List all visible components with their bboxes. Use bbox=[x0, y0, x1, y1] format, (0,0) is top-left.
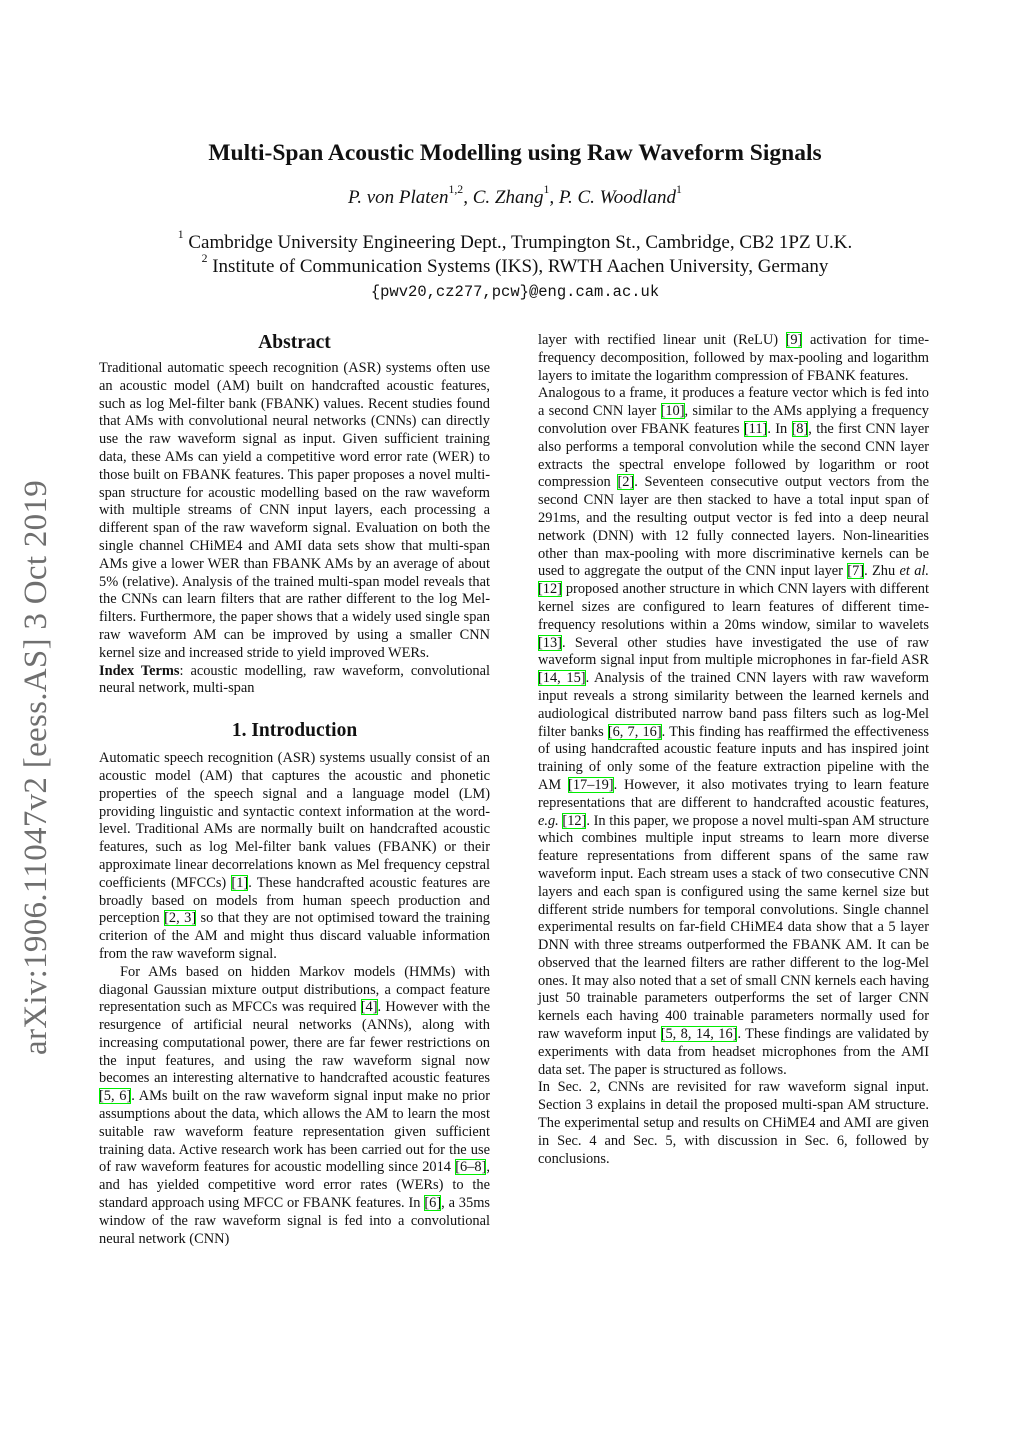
italic-text: et al. bbox=[899, 563, 929, 580]
text-run: . However, it also motivates trying to learn feature representations that are different to handcrafted acoustic features, bbox=[538, 776, 929, 811]
text-run: . Several other studies have investigated the use of raw waveform signal input from multiple microphones in far-field ASR bbox=[538, 634, 929, 669]
citation-link[interactable]: [8] bbox=[791, 420, 809, 437]
right-column bbox=[538, 332, 929, 1168]
citation-link[interactable]: [4] bbox=[360, 999, 378, 1016]
citation-link[interactable]: [1] bbox=[231, 874, 249, 891]
index-terms bbox=[99, 663, 490, 699]
text-run: , and has yielded competitive word error rates (WERs) to the standard approach using MFCC or FBANK features. In bbox=[99, 1159, 490, 1212]
index-terms-list: : acoustic modelling, raw waveform, convolutional neural network, multi-span bbox=[99, 662, 490, 697]
citation-link[interactable]: [10] bbox=[660, 403, 685, 420]
citation-link[interactable]: [7] bbox=[847, 563, 865, 580]
text-run: . AMs built on the raw waveform signal input make no prior assumptions about the data, which allows the AM to learn the most suitable raw waveform feature representation given sufficient training data. Active research work has been carried out for the use of raw waveform features for acoustic modelling since 2014 bbox=[99, 1088, 490, 1176]
author-affiliation-mark: 1 bbox=[543, 182, 550, 196]
paper-title: Multi-Span Acoustic Modelling using Raw Waveform Signals bbox=[208, 140, 822, 166]
text-run: . This finding has reaffirmed the effectiveness of using handcrafted acoustic feature inputs and has inspired joint training of only some of the feature extraction pipeline with the AM bbox=[538, 723, 929, 793]
affiliation-1 bbox=[100, 227, 930, 254]
italic-text: e.g. bbox=[538, 812, 559, 829]
text-run: proposed another structure in which CNN layers with different kernel sizes are configured to learn features of different time-frequency resolutions within a 20ms window, similar to wavelets bbox=[538, 581, 929, 633]
text-run: . Seventeen consecutive output vectors from the second CNN layer are then stacked to have a total input span of 291ms, and the resulting output vector is fed into a deep neural network (DNN) with 12 fully connected layers. Non-linearities other than max-pooling with more discriminative kernels can be used to aggregate the output of the CNN input layer bbox=[538, 474, 929, 580]
text-run: activation for time-frequency decomposition, followed by max-pooling and logarithm layers to imitate the logarithm compression of FBANK features. bbox=[538, 332, 929, 384]
arxiv-identifier: arXiv:1906.11047v2 [eess.AS] 3 Oct 2019 bbox=[18, 479, 54, 1055]
text-run: . Zhu bbox=[864, 563, 900, 580]
text-run: so that they are not optimised toward the training criterion of the AM and might thus discard valuable information from the raw waveform signal. bbox=[99, 910, 490, 962]
citation-link[interactable]: [12] bbox=[538, 581, 562, 598]
citation-link[interactable]: [9] bbox=[785, 332, 803, 348]
author-list bbox=[100, 182, 930, 209]
author-emails: {pwv20,cz277,pcw}@eng.cam.ac.uk bbox=[370, 283, 660, 301]
author-affiliation-mark: 1 bbox=[676, 182, 682, 196]
citation-link[interactable]: [14, 15] bbox=[538, 670, 586, 687]
abstract-body: Traditional automatic speech recognition (ASR) systems often use an acoustic model (AM) built on handcrafted acoustic features, such as log Mel-filter bank (FBANK) values. Recent studies found that AMs with convolutional neural networks (CNNs) can directly use the raw waveform signal as input. Given sufficient training data, these AMs can yield a competitive word error rate (WER) to those built on FBANK features. This paper proposes a novel multi-span structure for acoustic modelling based on the raw waveform with multiple streams of CNN input layers, each processing a different span of the raw waveform signal. Evaluation on both the single channel CHiME4 and AMI data sets show that multi-span AMs give a lower WER than FBANK AMs by an average of about 5% (relative). Analysis of the trained multi-span model reveals that the CNNs can learn filters that are rather different to the log Mel-filters. Furthermore, the paper shows that a widely used single span raw waveform AM can be improved by using a smaller CNN kernel size and increased stride to yield improved WERs. bbox=[99, 360, 490, 661]
text-run: . In bbox=[767, 420, 792, 437]
index-terms-label: Index Terms bbox=[99, 662, 180, 679]
author-name: P. von Platen bbox=[348, 187, 449, 208]
citation-link[interactable]: [2] bbox=[617, 474, 635, 491]
text-run: , similar to the AMs applying a frequency convolution over FBANK features bbox=[538, 403, 929, 437]
citation-link[interactable]: [5, 6] bbox=[99, 1088, 132, 1105]
introduction-heading: 1. Introduction bbox=[231, 720, 358, 742]
affiliation-text: Institute of Communication Systems (IKS), RWTH Aachen University, Germany bbox=[207, 256, 829, 277]
affiliation-text: Cambridge University Engineering Dept., Trumpington St., Cambridge, CB2 1PZ U.K. bbox=[183, 232, 853, 253]
citation-link[interactable]: [12] bbox=[562, 812, 587, 829]
abstract-heading: Abstract bbox=[258, 332, 331, 353]
citation-link[interactable]: [11] bbox=[743, 420, 768, 437]
text-run: , the first CNN layer also performs a temporal convolution while the second CNN layer extracts the spectral envelope followed by logarithm or root compression bbox=[538, 420, 930, 491]
citation-link[interactable]: [6, 7, 16] bbox=[607, 723, 662, 740]
intro-paragraph-2-continued bbox=[538, 332, 929, 385]
citation-link[interactable]: [5, 8, 14, 16] bbox=[660, 1026, 738, 1043]
citation-link[interactable]: [13] bbox=[538, 634, 562, 651]
left-column bbox=[99, 332, 490, 1248]
citation-link[interactable]: [6–8] bbox=[455, 1159, 487, 1176]
author-name: C. Zhang bbox=[472, 187, 544, 208]
affiliation-number: 1 bbox=[177, 227, 184, 241]
intro-paragraph-1 bbox=[99, 750, 490, 964]
text-run: , a 35ms window of the raw waveform signal is fed into a convolutional neural network (CNN) bbox=[99, 1195, 490, 1247]
citation-link[interactable]: [2, 3] bbox=[164, 910, 197, 927]
author-name: P. C. Woodland bbox=[558, 187, 677, 208]
intro-paragraph-3 bbox=[538, 385, 929, 1079]
author-separator: , bbox=[549, 187, 559, 208]
text-run: Automatic speech recognition (ASR) systems usually consist of an acoustic model (AM) that captures the acoustic and phonetic properties of the speech signal and a language model (LM) providing linguistic and syntactic context information at the word-level. Traditional AMs are normally built on handcrafted acoustic features, such as log Mel-filter bank values (FBANK) or their approximate linear decorrelations known as Mel frequency cepstral coefficients (MFCCs) bbox=[99, 750, 490, 891]
text-run: For AMs based on hidden Markov models (HMMs) with diagonal Gaussian mixture output distributions, a compact feature representation such as MFCCs was required bbox=[99, 963, 490, 1016]
author-separator: , bbox=[463, 187, 473, 208]
text-run: . However with the resurgence of artificial neural networks (ANNs), along with increasing computational power, there are far fewer restrictions on the input features, and using the raw waveform signal now becomes an interesting alternative to handcrafted acoustic features bbox=[99, 999, 490, 1087]
citation-link[interactable]: [17–19] bbox=[568, 776, 614, 793]
citation-link[interactable]: [6] bbox=[424, 1195, 442, 1212]
text-run: layer with rectified linear unit (ReLU) bbox=[538, 332, 786, 348]
text-run: . In this paper, we propose a novel multi-span AM structure which combines multiple input streams to learn more diverse feature representations from different spans of the same raw waveform input. Each stream uses a stack of two consecutive CNN layers and each span is configured using the same kernel size but different stride numbers for temporal convolutions. Single channel experimental results on far-field CHiME4 data show that a 5 layer DNN with three streams outperformed the FBANK AM. It can be observed that the learned filters are rather different to the log-Mel ones. It may also noted that a set of small CNN kernels each having just 50 trainable parameters outperforms the set of larger CNN kernels each having 400 trainable parameters normally used for raw waveform input bbox=[538, 812, 929, 1043]
affiliation-2 bbox=[100, 251, 930, 278]
affiliation-number: 2 bbox=[201, 251, 208, 265]
intro-paragraph-2 bbox=[99, 964, 490, 1249]
text-run: . These handcrafted acoustic features are broadly based on models from human speech production and perception bbox=[99, 874, 490, 927]
text-run: . These findings are validated by experiments with data from headset microphones from the AMI data set. The paper is structured as follows. bbox=[538, 1026, 929, 1078]
author-affiliation-mark: 1,2 bbox=[448, 182, 464, 196]
abstract-text bbox=[99, 360, 490, 663]
text-run: Analogous to a frame, it produces a feature vector which is fed into a second CNN layer bbox=[538, 385, 929, 420]
intro-paragraph-4: In Sec. 2, CNNs are revisited for raw waveform signal input. Section 3 explains in detail the proposed multi-span AM structure. The experimental setup and results on CHiME4 and AMI are given in Sec. 4 and Sec. 5, with discussion in Sec. 6, followed by conclusions. bbox=[538, 1079, 929, 1167]
text-run: . Analysis of the trained CNN layers with raw waveform input reveals a strong similarity between the learned kernels and audiological distributed narrow band pass filters such as log-Mel filter banks bbox=[538, 670, 929, 740]
